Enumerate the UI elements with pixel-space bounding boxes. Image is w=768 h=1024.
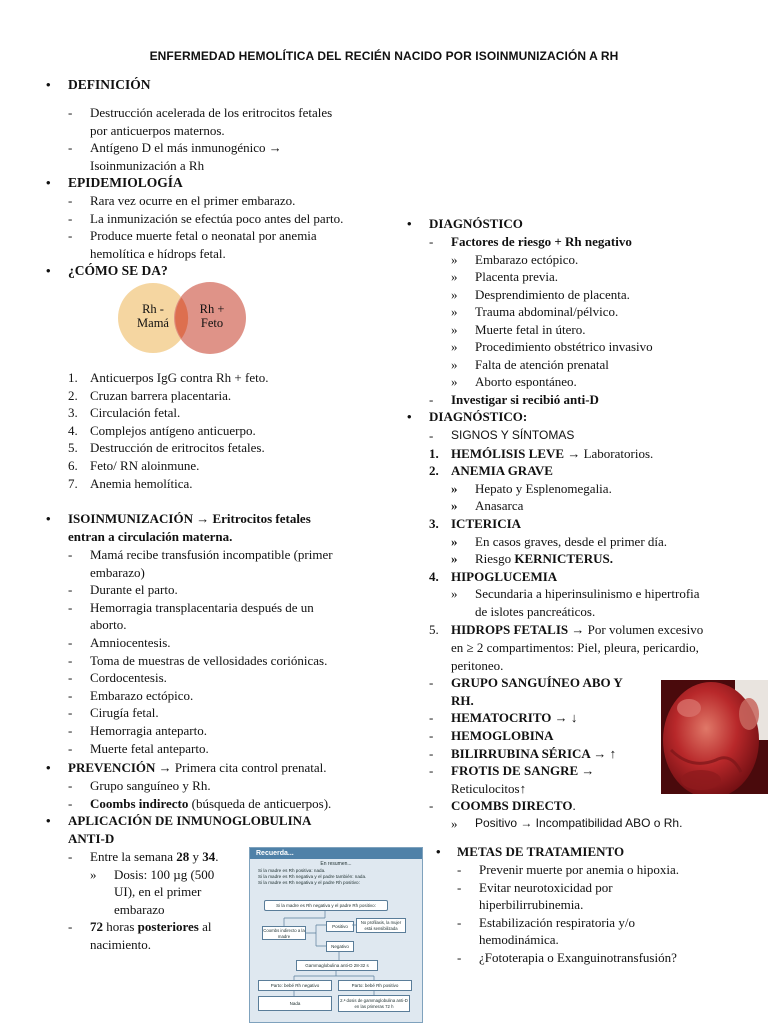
- isoinmunizacion-heading: ISOINMUNIZACIÓN → Eritrocitos fetales: [68, 511, 311, 526]
- list-marker: -: [68, 210, 73, 226]
- step-item: Anticuerpos IgG contra Rh + feto.: [90, 370, 269, 385]
- list-marker: •: [436, 844, 441, 859]
- recuerda-bullet: Si la madre es Rh negativa y el padre también: nada.: [258, 874, 367, 879]
- list-marker: 4.: [68, 422, 78, 438]
- list-marker: »: [90, 866, 97, 882]
- list-marker: -: [68, 547, 73, 562]
- list-item: Toma de muestras de vellosidades coriónicas.: [90, 652, 328, 668]
- venn-label-mama-1: Rh -: [142, 302, 164, 316]
- list-marker: 5.: [429, 621, 439, 637]
- coombs-directo: COOMBS DIRECTO: [451, 798, 573, 814]
- hydrops-baby-photo: [661, 680, 768, 794]
- risk-item: Muerte fetal in útero.: [475, 321, 586, 337]
- list-item-cont: por anticuerpos maternos.: [90, 122, 225, 138]
- list-marker: -: [457, 914, 462, 930]
- recuerda-bullet: Si la madre es Rh positiva: nada.: [258, 868, 326, 873]
- step-item: Feto/ RN aloinmune.: [90, 457, 200, 473]
- definicion-heading: DEFINICIÓN: [68, 77, 151, 92]
- list-marker: -: [68, 652, 73, 668]
- list-marker: •: [46, 511, 51, 526]
- list-marker: -: [457, 862, 462, 877]
- list-marker: »: [451, 480, 458, 496]
- list-marker: -: [68, 778, 73, 793]
- step-item: Cruzan barrera placentaria.: [90, 387, 232, 403]
- list-marker: -: [68, 722, 73, 738]
- list-marker: 2.: [429, 463, 439, 479]
- flow-box-positivo: Positivo: [326, 921, 354, 932]
- list-marker: 7.: [68, 475, 78, 491]
- list-marker: -: [68, 105, 73, 120]
- meta-item: Prevenir muerte por anemia o hipoxia.: [479, 862, 679, 877]
- list-item: Destrucción acelerada de los eritrocitos fetales: [90, 105, 333, 120]
- list-item: Rara vez ocurre en el primer embarazo.: [90, 193, 296, 208]
- list-marker: -: [68, 634, 73, 650]
- hidrops-cont: en ≥ 2 compartimentos: Piel, pleura, pericardio,: [451, 640, 699, 656]
- list-item-cont: embarazo): [90, 564, 145, 580]
- anemia-item: Anasarca: [475, 498, 524, 514]
- reticulocitos: Reticulocitos↑: [451, 780, 527, 796]
- list-marker: -: [68, 193, 73, 208]
- list-marker: -: [68, 140, 73, 156]
- diagnostico-heading: DIAGNÓSTICO: [429, 216, 523, 231]
- list-marker: »: [451, 551, 458, 567]
- venn-label-mama-2: Mamá: [137, 316, 169, 330]
- coombs-positivo: Positivo → Incompatibilidad ABO o Rh.: [475, 815, 683, 830]
- step-item: Circulación fetal.: [90, 405, 181, 421]
- list-item: Amniocentesis.: [90, 634, 171, 650]
- recuerda-bullet: Si la madre es Rh negativa y el padre Rh positivo:: [258, 880, 360, 885]
- grupo-sanguineo-cont: RH.: [451, 692, 474, 708]
- hidrops-cont: peritoneo.: [451, 657, 504, 673]
- page-title: ENFERMEDAD HEMOLÍTICA DEL RECIÉN NACIDO POR ISOINMUNIZACIÓN A RH: [149, 49, 619, 63]
- list-marker: -: [429, 428, 434, 443]
- list-marker: 6.: [68, 457, 78, 473]
- venn-label-feto-1: Rh +: [199, 302, 225, 316]
- semana-34: 34: [202, 849, 216, 864]
- list-marker: 4.: [429, 568, 439, 584]
- list-item: Muerte fetal anteparto.: [90, 740, 209, 756]
- dosis-line: embarazo: [114, 901, 165, 917]
- list-item: Mamá recibe transfusión incompatible (primer: [90, 547, 333, 562]
- text-run: .: [215, 849, 219, 864]
- list-item-bold: Coombs indirecto: [90, 795, 189, 811]
- risk-item: Procedimiento obstétrico invasivo: [475, 339, 653, 354]
- hipoglucemia: HIPOGLUCEMIA: [451, 568, 558, 584]
- flow-box-nada: Nada: [258, 996, 332, 1011]
- list-marker: 1.: [68, 370, 78, 385]
- list-item-cont: aborto.: [90, 617, 127, 633]
- list-marker: -: [429, 745, 434, 761]
- venn-label-feto-2: Feto: [200, 316, 224, 330]
- list-item-cont: hemolítica e hídrops fetal.: [90, 245, 226, 261]
- list-marker: -: [429, 763, 434, 779]
- list-item: Grupo sanguíneo y Rh.: [90, 778, 211, 793]
- flow-box-top: Si la madre es Rh negativa y el padre Rh positivo:: [264, 900, 388, 911]
- como-heading: ¿CÓMO SE DA?: [68, 263, 168, 278]
- list-marker: »: [451, 586, 458, 602]
- aplicacion-heading: APLICACIÓN DE INMUNOGLOBULINA: [68, 813, 312, 828]
- list-marker: -: [68, 599, 73, 615]
- list-marker: »: [451, 374, 458, 389]
- text-run: → Por volumen excesivo: [568, 621, 704, 637]
- list-marker: »: [451, 339, 458, 354]
- list-marker: •: [46, 760, 51, 775]
- list-item: Hemorragia anteparto.: [90, 722, 207, 738]
- list-marker: 5.: [68, 440, 78, 456]
- hipoglucemia-item-cont: de islotes pancreáticos.: [475, 603, 596, 619]
- list-marker: -: [457, 949, 462, 965]
- list-marker: 1.: [429, 445, 439, 461]
- epidemiologia-heading: EPIDEMIOLOGÍA: [68, 175, 183, 190]
- metas-heading: METAS DE TRATAMIENTO: [457, 844, 625, 859]
- flow-box-no-profilaxis: No profilaxis, la mujer está sensibilizada: [356, 918, 406, 933]
- list-marker: -: [68, 705, 73, 721]
- text-run: Entre la semana: [90, 849, 177, 864]
- list-marker: -: [429, 234, 434, 249]
- list-item: Embarazo ectópico.: [90, 687, 194, 703]
- list-marker: 3.: [429, 515, 439, 531]
- factores-riesgo-heading: Factores de riesgo + Rh negativo: [451, 234, 632, 249]
- flow-box-dosis2: 2.ª dosis de gammaglobulina anti-D en las primeras 72 h: [338, 995, 410, 1012]
- anemia-grave: ANEMIA GRAVE: [451, 463, 553, 479]
- list-marker: -: [68, 740, 73, 756]
- flow-connectors: [250, 848, 424, 1024]
- list-marker: »: [451, 286, 458, 302]
- text-run: al: [198, 919, 212, 935]
- flow-box-parto-neg: Parto: bebé Rh negativo: [258, 980, 332, 991]
- list-item: Hemorragia transplacentaria después de un: [90, 599, 314, 615]
- step-item: Destrucción de eritrocitos fetales.: [90, 440, 265, 456]
- flow-box-negativo: Negativo: [326, 941, 354, 952]
- semana-28: 28: [176, 849, 190, 864]
- list-item: Durante el parto.: [90, 582, 178, 598]
- list-marker: -: [429, 391, 434, 407]
- posteriores: posteriores: [137, 919, 199, 935]
- list-marker: •: [46, 263, 51, 278]
- list-marker: -: [429, 710, 434, 726]
- risk-item: Desprendimiento de placenta.: [475, 286, 630, 302]
- list-item: Cordocentesis.: [90, 670, 167, 686]
- text-run: → Laboratorios.: [564, 445, 654, 461]
- hematocrito: HEMATOCRITO → ↓: [451, 710, 578, 726]
- list-marker: »: [451, 498, 458, 514]
- list-item: (búsqueda de anticuerpos).: [188, 795, 332, 811]
- meta-item: Evitar neurotoxicidad por: [479, 879, 613, 895]
- flow-box-coombs: Coombs indirecto a la madre: [263, 928, 305, 939]
- list-marker: -: [68, 687, 73, 703]
- risk-item: Embarazo ectópico.: [475, 251, 579, 267]
- text-run: y: [189, 849, 203, 864]
- text-run: horas: [103, 919, 138, 935]
- risk-item: Trauma abdominal/pélvico.: [475, 304, 619, 319]
- list-marker: -: [429, 728, 434, 743]
- bullet: •: [46, 77, 51, 92]
- list-marker: -: [68, 919, 73, 935]
- list-marker: •: [407, 216, 412, 231]
- text-run: .: [572, 798, 576, 814]
- list-marker: 3.: [68, 405, 78, 421]
- list-marker: -: [68, 670, 73, 686]
- list-marker: -: [68, 228, 73, 244]
- list-marker: »: [451, 251, 458, 267]
- list-item: Antígeno D el más inmunogénico →: [90, 140, 282, 156]
- prevencion-heading: PREVENCIÓN: [68, 760, 156, 775]
- list-marker: -: [457, 879, 462, 895]
- list-marker: »: [451, 356, 458, 372]
- list-marker: »: [451, 269, 458, 284]
- list-marker: -: [429, 675, 434, 691]
- aplicacion-heading-cont: ANTI-D: [68, 831, 115, 846]
- list-marker: •: [46, 813, 51, 828]
- list-item: La inmunización se efectúa poco antes del parto.: [90, 210, 344, 226]
- grupo-sanguineo: GRUPO SANGUÍNEO ABO Y: [451, 675, 623, 691]
- hidrops-fetalis: HIDROPS FETALIS: [451, 621, 569, 637]
- hipoglucemia-item: Secundaria a hiperinsulinismo e hipertrofia: [475, 586, 700, 602]
- dosis-line: UI), en el primer: [114, 884, 202, 900]
- isoinmunizacion-heading-cont: entran a circulación materna.: [68, 529, 233, 544]
- anemia-item: Hepato y Esplenomegalia.: [475, 480, 612, 496]
- risk-item: Falta de atención prenatal: [475, 356, 609, 372]
- bilirrubina-serica: BILIRRUBINA SÉRICA → ↑: [451, 745, 617, 761]
- dosis-line: Dosis: 100 µg (500: [114, 866, 215, 882]
- list-marker: »: [451, 304, 458, 319]
- prevencion-heading-rest: → Primera cita control prenatal.: [155, 760, 327, 775]
- list-item: Produce muerte fetal o neonatal por anemia: [90, 228, 317, 244]
- list-marker: 2.: [68, 387, 78, 403]
- list-item: Cirugía fetal.: [90, 705, 159, 721]
- list-marker: »: [451, 321, 458, 337]
- hemolisis-leve: HEMÓLISIS LEVE: [451, 445, 565, 461]
- frotis-sangre: FROTIS DE SANGRE →: [451, 763, 595, 779]
- section-definicion: [46, 76, 386, 95]
- list-marker: •: [407, 409, 412, 424]
- list-marker: »: [451, 815, 458, 831]
- list-marker: -: [68, 849, 73, 864]
- list-marker: -: [68, 795, 73, 811]
- list-marker: -: [68, 582, 73, 598]
- ictericia-item: En casos graves, desde el primer día.: [475, 533, 668, 549]
- recuerda-header: Recuerda...: [250, 848, 422, 859]
- recuerda-figure: [249, 847, 423, 1023]
- step-item: Complejos antígeno anticuerpo.: [90, 422, 256, 438]
- flow-box-gamma: Gammaglobulina anti-D 28-32 s: [296, 960, 378, 971]
- meta-item: ¿Fototerapia o Exanguinotransfusión?: [479, 949, 677, 965]
- list-item-cont: nacimiento.: [90, 936, 152, 952]
- list-marker: -: [429, 798, 434, 814]
- text-run: Riesgo: [475, 551, 515, 567]
- signos-sintomas: SIGNOS Y SÍNTOMAS: [451, 428, 575, 442]
- hemoglobina: HEMOGLOBINA: [451, 728, 554, 743]
- meta-item-cont: hemodinámica.: [479, 932, 559, 948]
- kernicterus: KERNICTERUS.: [514, 551, 613, 567]
- diagnostico2-heading: DIAGNÓSTICO:: [429, 409, 528, 424]
- list-item-cont: Isoinmunización a Rh: [90, 157, 205, 173]
- list-marker: »: [451, 533, 458, 549]
- meta-item: Estabilización respiratoria y/o: [479, 914, 635, 930]
- flow-box-parto-pos: Parto: bebé Rh positivo: [338, 980, 412, 991]
- ictericia: ICTERICIA: [451, 515, 522, 531]
- investigar-anti-d: Investigar si recibió anti-D: [451, 391, 599, 407]
- horas-72: 72: [90, 919, 103, 935]
- risk-item: Placenta previa.: [475, 269, 559, 284]
- list-marker: •: [46, 175, 51, 190]
- recuerda-resumen: En resumen...: [320, 861, 352, 867]
- step-item: Anemia hemolítica.: [90, 475, 193, 491]
- risk-item: Aborto espontáneo.: [475, 374, 577, 389]
- meta-item-cont: hiperbilirrubinemia.: [479, 897, 584, 913]
